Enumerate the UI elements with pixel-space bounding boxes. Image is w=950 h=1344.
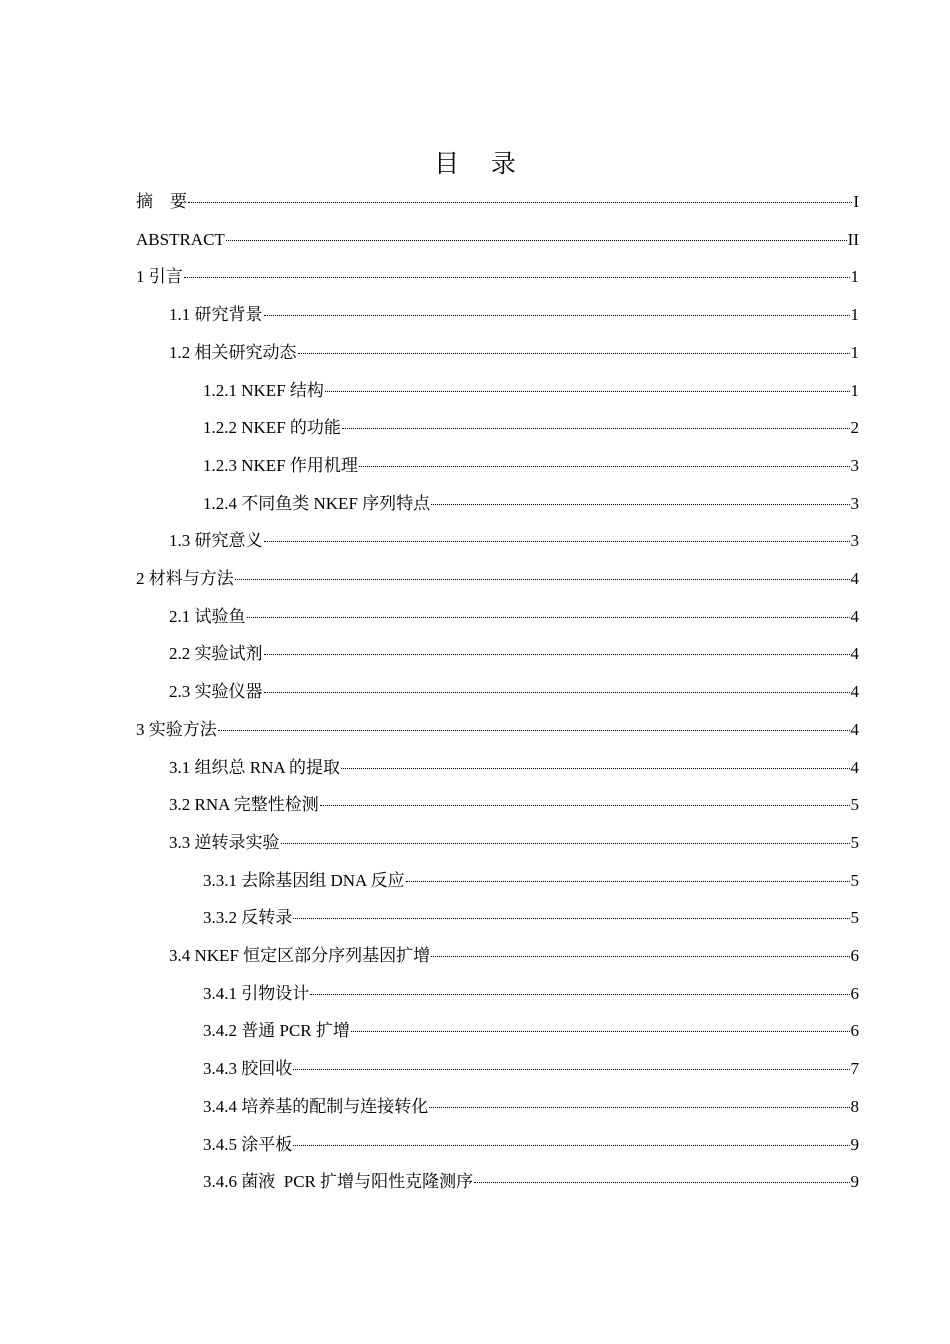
toc-entry-label: 3.1 组织总 RNA 的提取 — [169, 757, 340, 777]
toc-entry-page-number: 4 — [850, 757, 859, 777]
toc-entry-label: 2.2 实验试剂 — [169, 644, 263, 664]
toc-entry-label: 2 材料与方法 — [136, 569, 234, 588]
toc-entry-label: 3.4.1 引物设计 — [203, 983, 310, 1003]
toc-entry-page-number: 3 — [850, 493, 859, 513]
toc-entry[interactable] — [203, 1126, 859, 1164]
toc-entry-page-number: 6 — [850, 946, 859, 965]
toc-dot-leader — [342, 428, 850, 429]
toc-dot-leader — [247, 617, 850, 618]
toc-entry-label: 3.4.4 培养基的配制与连接转化 — [203, 1096, 429, 1116]
toc-entry-page-number: 7 — [850, 1059, 859, 1079]
toc-entry-label: 1.2 相关研究动态 — [169, 342, 297, 362]
toc-entry-page-number: 4 — [850, 719, 859, 739]
toc-entry-label: 3.3 逆转录实验 — [169, 832, 280, 852]
toc-entry-page-number: 5 — [850, 908, 859, 928]
toc-entry-page-number: 3 — [850, 455, 859, 475]
toc-entry[interactable] — [169, 786, 859, 824]
toc-entry-page-number: 1 — [850, 342, 859, 362]
toc-dot-leader — [235, 579, 850, 580]
toc-dot-leader — [406, 881, 850, 882]
toc-entry-page-number: 8 — [850, 1096, 859, 1116]
toc-entry[interactable] — [203, 1163, 859, 1201]
toc-entry[interactable] — [169, 824, 859, 862]
toc-dot-leader — [298, 353, 850, 354]
toc-entry-page-number: I — [853, 192, 859, 211]
toc-entry-page-number: 3 — [850, 531, 859, 551]
toc-entry-label: 3.2 RNA 完整性检测 — [169, 795, 319, 815]
toc-dot-leader — [320, 805, 850, 806]
toc-entry-label: 3.3.2 反转录 — [203, 908, 293, 928]
toc-entry-label: ABSTRACT — [136, 229, 225, 249]
toc-entry-label: 3.4.2 普通 PCR 扩增 — [203, 1021, 350, 1041]
toc-entry[interactable] — [169, 749, 859, 787]
toc-entry[interactable] — [169, 334, 859, 372]
toc-entry[interactable] — [203, 862, 859, 900]
toc-entry-label: 1.1 研究背景 — [169, 305, 263, 325]
toc-entry-label: 1.2.4 不同鱼类 NKEF 序列特点 — [203, 493, 431, 513]
toc-entry-page-number: 4 — [850, 644, 859, 664]
toc-entry[interactable] — [136, 183, 859, 221]
toc-entry[interactable] — [169, 635, 859, 673]
toc-entry[interactable] — [136, 258, 859, 296]
toc-entry[interactable] — [169, 937, 859, 975]
toc-dot-leader — [293, 1145, 849, 1146]
toc-entry-label: 1 引言 — [136, 267, 183, 287]
toc-entry-label: 3 实验方法 — [136, 719, 217, 739]
toc-dot-leader — [264, 541, 850, 542]
toc-entry-label: 摘 要 — [136, 192, 187, 211]
toc-entry-label: 2.1 试验鱼 — [169, 606, 246, 626]
toc-entry[interactable] — [203, 1050, 859, 1088]
toc-dot-leader — [218, 730, 850, 731]
toc-dot-leader — [293, 1069, 849, 1070]
toc-dot-leader — [325, 391, 850, 392]
toc-dot-leader — [431, 956, 849, 957]
toc-entry-page-number: 1 — [850, 267, 859, 287]
toc-dot-leader — [310, 994, 849, 995]
toc-entry-label: 1.2.2 NKEF 的功能 — [203, 418, 341, 438]
toc-entry[interactable] — [203, 975, 859, 1013]
toc-entry-label: 3.3.1 去除基因组 DNA 反应 — [203, 870, 405, 890]
toc-entry-page-number: II — [847, 229, 859, 249]
toc-dot-leader — [351, 1031, 850, 1032]
toc-dot-leader — [341, 768, 850, 769]
toc-entry-label: 2.3 实验仪器 — [169, 682, 263, 702]
toc-dot-leader — [359, 466, 850, 467]
toc-dot-leader — [431, 504, 849, 505]
toc-entry-label: 1.2.3 NKEF 作用机理 — [203, 455, 358, 475]
toc-dot-leader — [281, 843, 850, 844]
toc-entry-page-number: 5 — [850, 832, 859, 852]
toc-entry[interactable] — [169, 598, 859, 636]
toc-entry-page-number: 9 — [850, 1172, 859, 1192]
toc-entry[interactable] — [203, 485, 859, 523]
toc-entry-label: 3.4.3 胶回收 — [203, 1059, 293, 1079]
toc-entry[interactable] — [169, 673, 859, 711]
toc-dot-leader — [226, 240, 847, 241]
toc-entry[interactable] — [203, 372, 859, 410]
toc-entry-page-number: 6 — [850, 1021, 859, 1041]
toc-entry-label: 1.3 研究意义 — [169, 531, 263, 551]
toc-dot-leader — [474, 1182, 849, 1183]
toc-entry-page-number: 2 — [850, 418, 859, 438]
toc-entry[interactable] — [203, 1088, 859, 1126]
toc-entry-page-number: 6 — [850, 983, 859, 1003]
toc-dot-leader — [264, 692, 850, 693]
toc-entry[interactable] — [136, 221, 859, 259]
toc-entry-label: 3.4 NKEF 恒定区部分序列基因扩增 — [169, 946, 431, 965]
toc-entry[interactable] — [203, 1012, 859, 1050]
toc-entry-page-number: 1 — [850, 305, 859, 325]
toc-entry-label: 3.4.6 菌液 PCR 扩增与阳性克隆测序 — [203, 1172, 474, 1192]
toc-entry[interactable] — [136, 711, 859, 749]
toc-dot-leader — [188, 202, 852, 203]
toc-entry[interactable] — [169, 296, 859, 334]
toc-dot-leader — [264, 654, 850, 655]
toc-title: 目 录 — [434, 149, 516, 178]
toc-entry-page-number: 5 — [850, 870, 859, 890]
toc-dot-leader — [429, 1107, 849, 1108]
toc-entry-page-number: 4 — [850, 569, 859, 588]
toc-entry-page-number: 4 — [850, 606, 859, 626]
toc-entry[interactable] — [169, 522, 859, 560]
toc-dot-leader — [293, 918, 849, 919]
toc-entry[interactable] — [203, 447, 859, 485]
toc-dot-leader — [184, 277, 850, 278]
toc-entry-page-number: 5 — [850, 795, 859, 815]
toc-entry[interactable] — [136, 560, 859, 598]
toc-dot-leader — [264, 315, 850, 316]
toc-entry[interactable] — [203, 899, 859, 937]
toc-entry-page-number: 1 — [850, 380, 859, 400]
toc-entry-label: 1.2.1 NKEF 结构 — [203, 380, 324, 400]
toc-entry-page-number: 9 — [850, 1134, 859, 1154]
toc-entry-page-number: 4 — [850, 682, 859, 702]
toc-entry-label: 3.4.5 涂平板 — [203, 1134, 293, 1154]
toc-entry[interactable] — [203, 409, 859, 447]
